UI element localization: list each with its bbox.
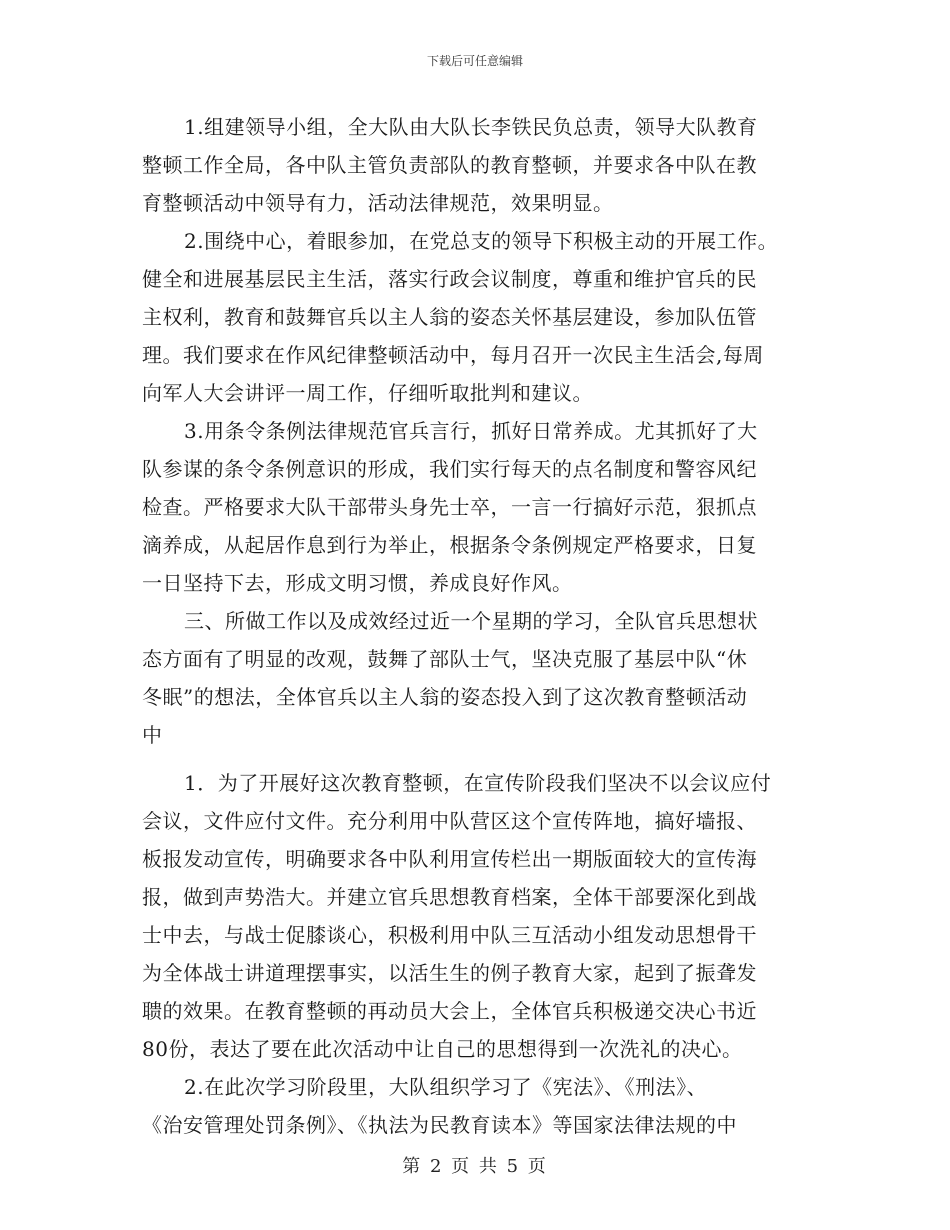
text-line: 3.用条令条例法律规范官兵言行，抓好日常养成。尤其抓好了大: [184, 419, 758, 443]
text-line: 整顿工作全局，各中队主管负责部队的教育整顿，并要求各中队在教: [142, 153, 757, 177]
paragraph: [142, 222, 810, 412]
text-line: 80份，表达了要在此次活动中让自己的思想得到一次洗礼的决心。: [142, 1037, 743, 1061]
text-line: 士中去，与战士促膝谈心，积极利用中队三互活动小组发动思想骨干: [142, 923, 757, 947]
text-line: 1.组建领导小组，全大队由大队长李铁民负总责，领导大队教育: [184, 115, 758, 139]
paragraph: [142, 1068, 810, 1144]
text-line: 冬眠”的想法，全体官兵以主人翁的姿态投入到了这次教育整顿活动: [142, 685, 748, 709]
text-line: 会议，文件应付文件。充分利用中队营区这个宣传阵地，搞好墙报、: [142, 809, 757, 833]
text-line: 1．为了开展好这次教育整顿，在宣传阶段我们坚决不以会议应付: [184, 771, 772, 795]
text-line: 育整顿活动中领导有力，活动法律规范，效果明显。: [142, 191, 614, 215]
text-line: 为全体战士讲道理摆事实，以活生生的例子教育大家，起到了振聋发: [142, 961, 757, 985]
text-line: 健全和进展基层民主生活，落实行政会议制度，尊重和维护官兵的民: [142, 267, 757, 291]
text-line: 理。我们要求在作风纪律整顿活动中，每月召开一次民主生活会,每周: [142, 343, 764, 367]
document-body: [142, 108, 810, 1144]
paragraph: [142, 412, 810, 602]
page-footer: 第 2 页 共 5 页: [402, 1156, 548, 1177]
page-header: 下载后可任意编辑: [426, 54, 523, 68]
paragraph: [142, 602, 810, 754]
text-line: 板报发动宣传，明确要求各中队利用宣传栏出一期版面较大的宣传海: [142, 847, 757, 871]
text-line: 2.围绕中心，着眼参加，在党总支的领导下积极主动的开展工作。: [184, 229, 779, 253]
text-line: 2.在此次学习阶段里，大队组织学习了《宪法》、《刑法》、: [184, 1075, 708, 1099]
paragraph: [142, 108, 810, 222]
text-line: 三、所做工作以及成效经过近一个星期的学习，全队官兵思想状: [184, 609, 758, 633]
text-line: 向军人大会讲评一周工作，仔细听取批判和建议。: [142, 381, 593, 405]
text-line: 队参谋的条令条例意识的形成，我们实行每天的点名制度和警容风纪: [142, 457, 757, 481]
paragraph: [142, 764, 810, 1068]
text-line: 一日坚持下去，形成文明习惯，养成良好作风。: [142, 571, 573, 595]
text-line: 中: [142, 723, 163, 747]
text-line: 报，做到声势浩大。并建立官兵思想教育档案，全体干部要深化到战: [142, 885, 757, 909]
text-line: 聩的效果。在教育整顿的再动员大会上，全体官兵积极递交决心书近: [142, 999, 757, 1023]
text-line: 滴养成，从起居作息到行为举止，根据条令条例规定严格要求，日复: [142, 533, 757, 557]
text-line: 检查。严格要求大队干部带头身先士卒，一言一行搞好示范，狠抓点: [142, 495, 757, 519]
text-line: 态方面有了明显的改观，鼓舞了部队士气，坚决克服了基层中队“休: [142, 647, 748, 671]
text-line: 主权利，教育和鼓舞官兵以主人翁的姿态关怀基层建设，参加队伍管: [142, 305, 757, 329]
text-line: 《治安管理处罚条例》、《执法为民教育读本》等国家法律法规的中: [142, 1113, 737, 1137]
